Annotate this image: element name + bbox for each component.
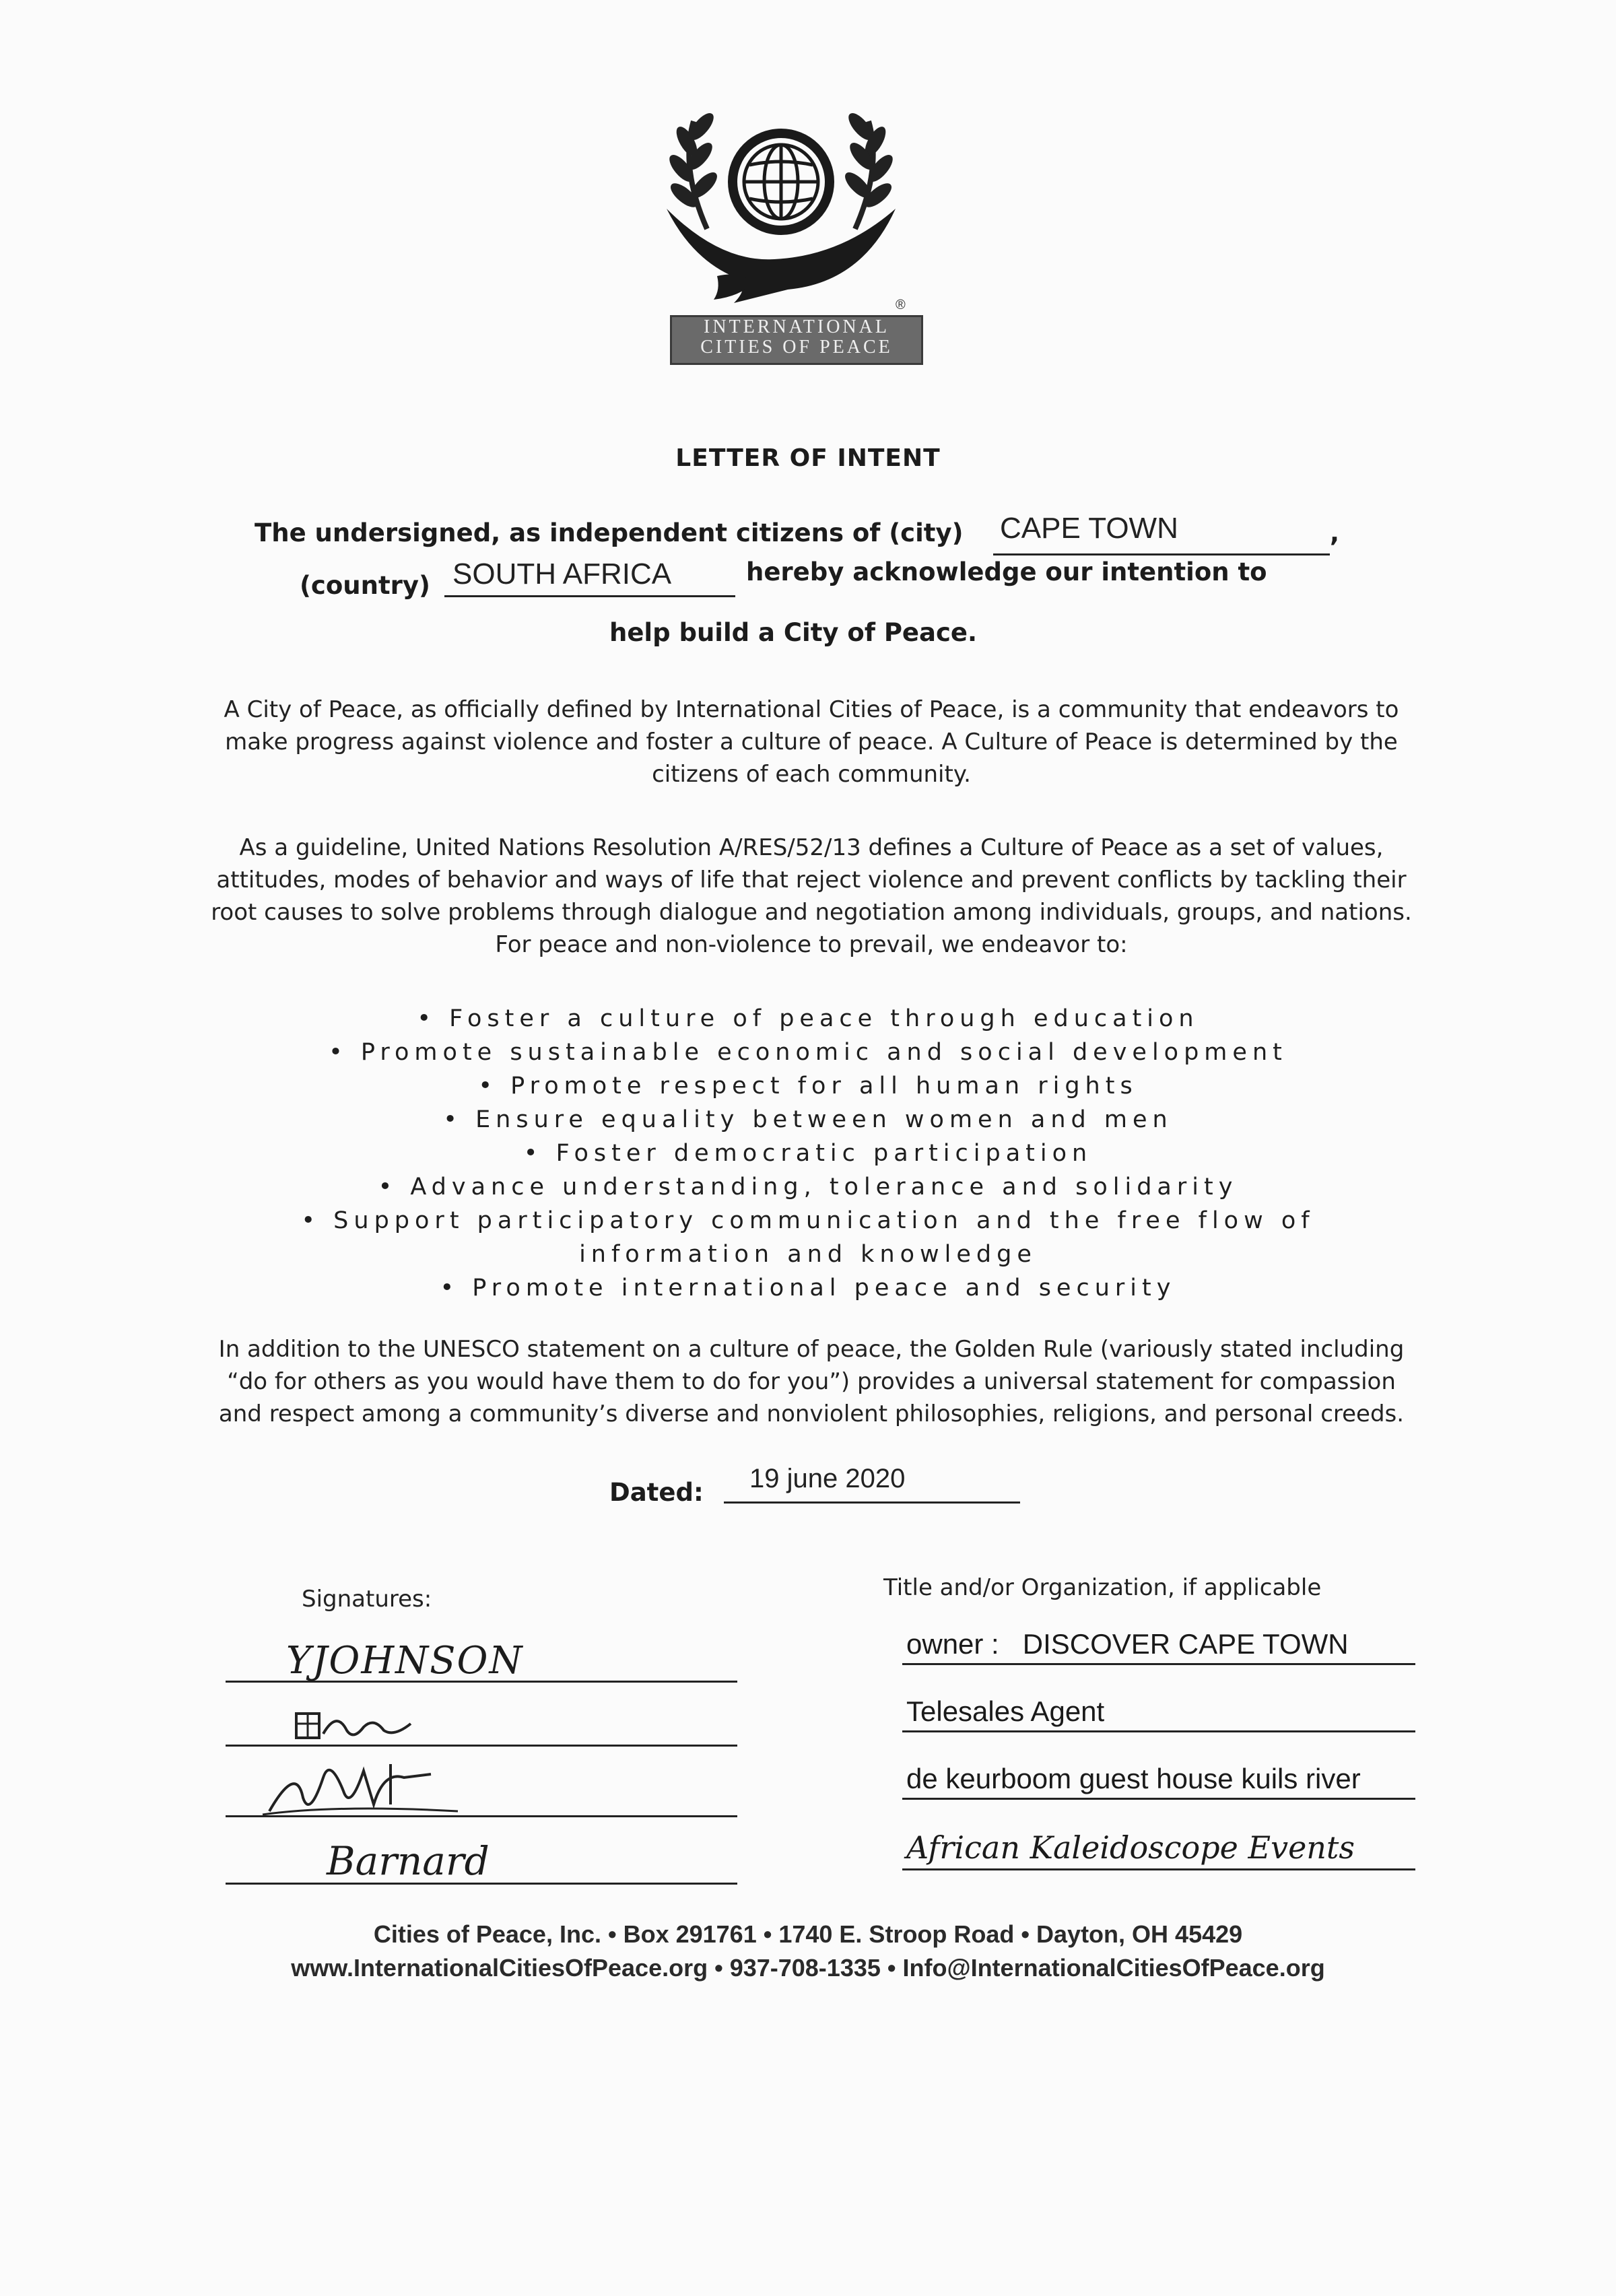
list-item: • Promote sustainable economic and social development <box>329 1039 1287 1066</box>
organization-line-1[interactable] <box>902 1623 1415 1665</box>
paragraph-line: “do for others as you would have them to do for you”) provides a universal statement for compassion <box>227 1368 1396 1395</box>
list-item: • Advance understanding, tolerance and solidarity <box>378 1174 1238 1201</box>
logo-band <box>670 315 923 365</box>
footer-address: Cities of Peace, Inc. • Box 291761 • 1740 E. Stroop Road • Dayton, OH 45429 <box>373 1920 1243 1948</box>
dated-value: 19 june 2020 <box>749 1464 906 1493</box>
organization-line-2[interactable] <box>902 1690 1415 1732</box>
list-item: • Foster democratic participation <box>523 1140 1093 1167</box>
paragraph-line: attitudes, modes of behavior and ways of life that reject violence and prevent conflicts by tackling their <box>216 867 1407 893</box>
list-item: • Promote respect for all human rights <box>478 1073 1138 1100</box>
organization-1: owner : DISCOVER CAPE TOWN <box>906 1628 1349 1660</box>
signature-line-1[interactable] <box>226 1639 737 1683</box>
intro-country-label: (country) <box>300 571 430 600</box>
comma: , <box>1330 518 1340 547</box>
logo-line-2: CITIES OF PEACE <box>700 337 893 358</box>
signature-1: YJOHNSON <box>286 1639 524 1683</box>
organization-2: Telesales Agent <box>906 1695 1105 1727</box>
dated-label: Dated: <box>609 1478 704 1507</box>
footer <box>0 1918 1616 1985</box>
signatures-label: Signatures: <box>302 1586 432 1613</box>
signature-line-2[interactable] <box>226 1707 737 1747</box>
paragraph-line: make progress against violence and foster a culture of peace. A Culture of Peace is determined by the <box>225 729 1398 755</box>
paragraph-line: In addition to the UNESCO statement on a culture of peace, the Golden Rule (variously stated including <box>218 1336 1405 1363</box>
footer-contact: www.InternationalCitiesOfPeace.org • 937-708-1335 • Info@InternationalCitiesOfPeace.org <box>291 1954 1325 1982</box>
list-item: • Foster a culture of peace through education <box>417 1005 1199 1032</box>
paragraph-guideline <box>189 832 1434 961</box>
paragraph-line: For peace and non-violence to prevail, we endeavor to: <box>495 931 1128 958</box>
paragraph-golden-rule <box>189 1333 1434 1430</box>
logo-line-1: INTERNATIONAL <box>704 316 889 337</box>
signature-4: Barnard <box>327 1838 490 1884</box>
signature-line-3[interactable] <box>226 1778 737 1817</box>
paragraph-line: As a guideline, United Nations Resolution A/RES/52/13 defines a Culture of Peace as a set of values, <box>239 834 1384 861</box>
list-item: • Promote international peace and security <box>440 1275 1176 1302</box>
country-field[interactable] <box>444 558 735 597</box>
intro-line-2-suffix: hereby acknowledge our intention to <box>746 558 1267 586</box>
city-value: CAPE TOWN <box>1000 512 1178 545</box>
intro-line-3: help build a City of Peace. <box>609 618 978 647</box>
dated-field[interactable] <box>724 1464 1020 1504</box>
paragraph-line: root causes to solve problems through dialogue and negotiation among individuals, groups, and nations. <box>211 899 1412 926</box>
paragraph-line: citizens of each community. <box>652 761 971 788</box>
endeavor-list <box>202 1002 1414 1305</box>
city-field[interactable] <box>993 512 1330 555</box>
paragraph-definition <box>189 694 1434 790</box>
list-item: information and knowledge <box>579 1241 1037 1268</box>
organization-label: Title and/or Organization, if applicable <box>883 1574 1322 1601</box>
organization-3: de keurboom guest house kuils river <box>906 1763 1361 1794</box>
list-item: • Support participatory communication and the free flow of <box>301 1207 1315 1234</box>
signature-line-4[interactable] <box>226 1838 737 1885</box>
organization-4: African Kaleidoscope Events <box>906 1829 1355 1866</box>
country-value: SOUTH AFRICA <box>452 558 672 590</box>
list-item: • Ensure equality between women and men <box>443 1106 1173 1133</box>
page-title: LETTER OF INTENT <box>675 444 941 472</box>
organization-line-4[interactable] <box>902 1828 1415 1870</box>
paragraph-line: and respect among a community’s diverse and nonviolent philosophies, religions, and personal creeds. <box>218 1400 1405 1427</box>
paragraph-line: A City of Peace, as officially defined by International Cities of Peace, is a community that endeavors to <box>224 696 1399 723</box>
registered-mark: ® <box>896 298 906 312</box>
organization-line-3[interactable] <box>902 1757 1415 1800</box>
intro-line-1-prefix: The undersigned, as independent citizens of (city) <box>255 518 964 547</box>
